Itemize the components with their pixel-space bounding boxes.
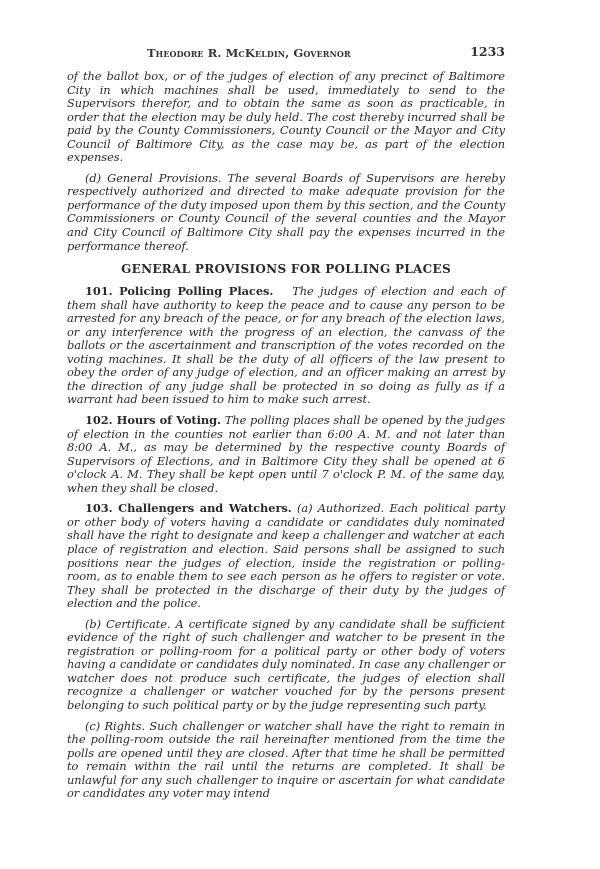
running-header: [67, 44, 505, 64]
section-102-text: The polling places shall be opened by the judges of election in the counties not earlier than 6:00 A. M. and not later than 8:00 A. M., as may be determined by the respective county Boards of Supervisors of Elections, and in Baltimore City they shall be opened at 6 o'clock A. M. They shall be kept open until 7 o'clock P. M. of the same day, when they shall be closed.: [67, 413, 505, 495]
section-102-title: 102. Hours of Voting.: [85, 413, 221, 428]
continuation-paragraph: of the ballot box, or of the judges of election of any precinct of Baltimore City in which machines shall be used, immediately to send to the Supervisors therefor, and to obtain the same as soon as practicable, in order that the election may be duly held. The cost thereby incurred shall be paid by the County Commissioners, County Council or the Mayor and City Council of Baltimore City, as the case may be, as part of the election expenses.: [67, 69, 505, 165]
subsection-c-paragraph: (c) Rights. Such challenger or watcher shall have the right to remain in the polling-room outside the rail hereinafter mentioned from the time the polls are opened until they are closed. After that time he shall be permitted to remain within the rail until the returns are completed. It shall be unlawful for any such challenger to inquire or ascertain for what candidate or candidates any voter may intend: [67, 718, 505, 801]
section-103-paragraph: [67, 502, 505, 610]
subsection-b-paragraph: (b) Certificate. A certificate signed by any candidate shall be sufficient evidence of the right of such challenger and watcher to be present in the registration or polling-room for a political party or other body of voters having a candidate or candidates duly nominated. In case any challenger or watcher does not produce such certificate, the judges of election shall recognize a challenger or watcher vouched for by the persons present belonging to such political party or by the judge representing such party.: [67, 616, 505, 712]
section-101-paragraph: [67, 285, 505, 407]
section-101-text: The judges of election and each of them shall have authority to keep the peace and to cause any person to be arrested for any breach of the peace, or for any breach of the election laws, or any interference with the progress of an election, the canvass of the ballots or the ascertainment and transcription of the votes recorded on the voting machines. It shall be the duty of all officers of the law present to obey the order of any judge of election, and an officer making an arrest by the direction of any judge shall be protected in so doing as fully as if a warrant had been issued to him to make such arrest.: [67, 284, 505, 407]
document-page: [67, 44, 505, 801]
section-102-paragraph: [67, 414, 505, 495]
section-103-title: 103. Challengers and Watchers.: [85, 501, 292, 516]
section-101-title: 101. Policing Polling Places.: [85, 284, 274, 299]
running-title: Theodore R. McKeldin, Governor: [147, 46, 351, 60]
section-103-text: (a) Authorized. Each political party or other body of voters having a candidate or candidates duly nominated shall have the right to designate and keep a challenger and watcher at each place of registration and election. Said persons shall be assigned to such positions near the judges of election, inside the registration or polling-room, as to enable them to see each person as he offers to register or vote. They shall be protected in the discharge of their duty by the judges of election and the police.: [67, 501, 505, 611]
subsection-d-paragraph: (d) General Provisions. The several Boards of Supervisors are hereby respectively authorized and directed to make adequate provision for the performance of the duty imposed upon them by this section, and the County Commissioners or County Council of the several counties and the Mayor and City Council of Baltimore City shall pay the expenses incurred in the performance thereof.: [67, 170, 505, 253]
page-number: 1233: [470, 44, 505, 59]
section-heading: GENERAL PROVISIONS FOR POLLING PLACES: [121, 262, 451, 277]
